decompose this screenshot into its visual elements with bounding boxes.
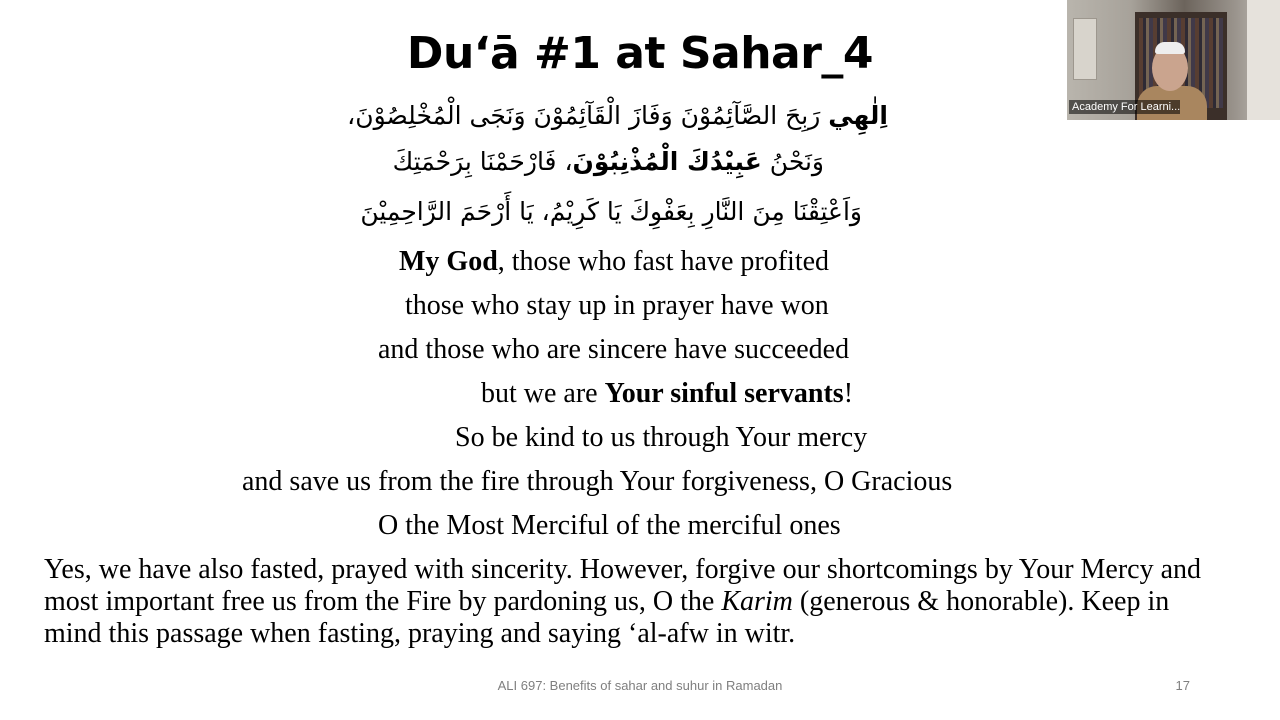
- participant-video-thumbnail[interactable]: [1067, 0, 1280, 120]
- translation-line-3: and those who are sincere have succeeded: [378, 334, 850, 365]
- translation-line-5: So be kind to us through Your mercy: [455, 422, 868, 453]
- translation-line-4-start: but we are: [481, 378, 605, 409]
- translation-line-2: those who stay up in prayer have won: [405, 290, 829, 321]
- commentary-paragraph: [44, 554, 1204, 650]
- video-door: [1247, 0, 1280, 120]
- video-wall-frame: [1073, 18, 1097, 80]
- video-person-cap: [1155, 42, 1185, 54]
- commentary-part-2: (generous & honorable). Keep in mind this passage when fasting, praying and saying ‘al-afw in witr.: [44, 586, 1170, 649]
- translation-line-1-text: , those who fast have profited: [497, 246, 830, 277]
- arabic-line-2: [380, 142, 824, 182]
- commentary-part-1: Yes, we have also fasted, prayed with sincerity. However, forgive our shortcomings by Your Mercy and most important free us from the Fire by pardoning us, O the: [44, 554, 1202, 617]
- arabic-line-2-start: وَنَحْنُ: [761, 147, 824, 176]
- translation-line-1-bold: My God: [399, 246, 498, 277]
- translation-line-4-bold: Your sinful servants: [604, 378, 844, 409]
- arabic-line-1: [347, 96, 888, 136]
- slide-footer: ALI 697: Benefits of sahar and suhur in Ramadan: [497, 678, 783, 693]
- translation-line-1: [399, 245, 829, 279]
- slide-title: Du‘ā #1 at Sahar_4: [406, 28, 874, 79]
- translation-line-4-end: !: [843, 378, 854, 409]
- translation-line-7: O the Most Merciful of the merciful ones: [378, 510, 841, 541]
- slide-page-number: 17: [1175, 678, 1190, 693]
- arabic-line-1-bold: اِلٰهِي: [828, 101, 888, 130]
- arabic-line-2-end: ، فَارْحَمْنَا بِرَحْمَتِكَ: [392, 147, 573, 176]
- arabic-line-1-text: رَبِحَ الصَّآئِمُوْنَ وَفَازَ الْقَآئِمُوْنَ وَنَجَى الْمُخْلِصُوْنَ،: [347, 101, 829, 130]
- participant-name-label: Academy For Learni...: [1069, 100, 1180, 114]
- commentary-italic: Karim: [721, 586, 793, 617]
- translation-line-4: [481, 377, 853, 411]
- arabic-line-3: وَاَعْتِقْنَا مِنَ النَّارِ بِعَفْوِكَ يَا كَرِيْمُ، يَا أَرْحَمَ الرَّاحِمِيْنَ: [360, 197, 862, 226]
- translation-line-6: and save us from the fire through Your forgiveness, O Gracious: [242, 466, 953, 497]
- arabic-line-2-bold: عَبِيْدُكَ الْمُذْنِبُوْنَ: [572, 147, 762, 176]
